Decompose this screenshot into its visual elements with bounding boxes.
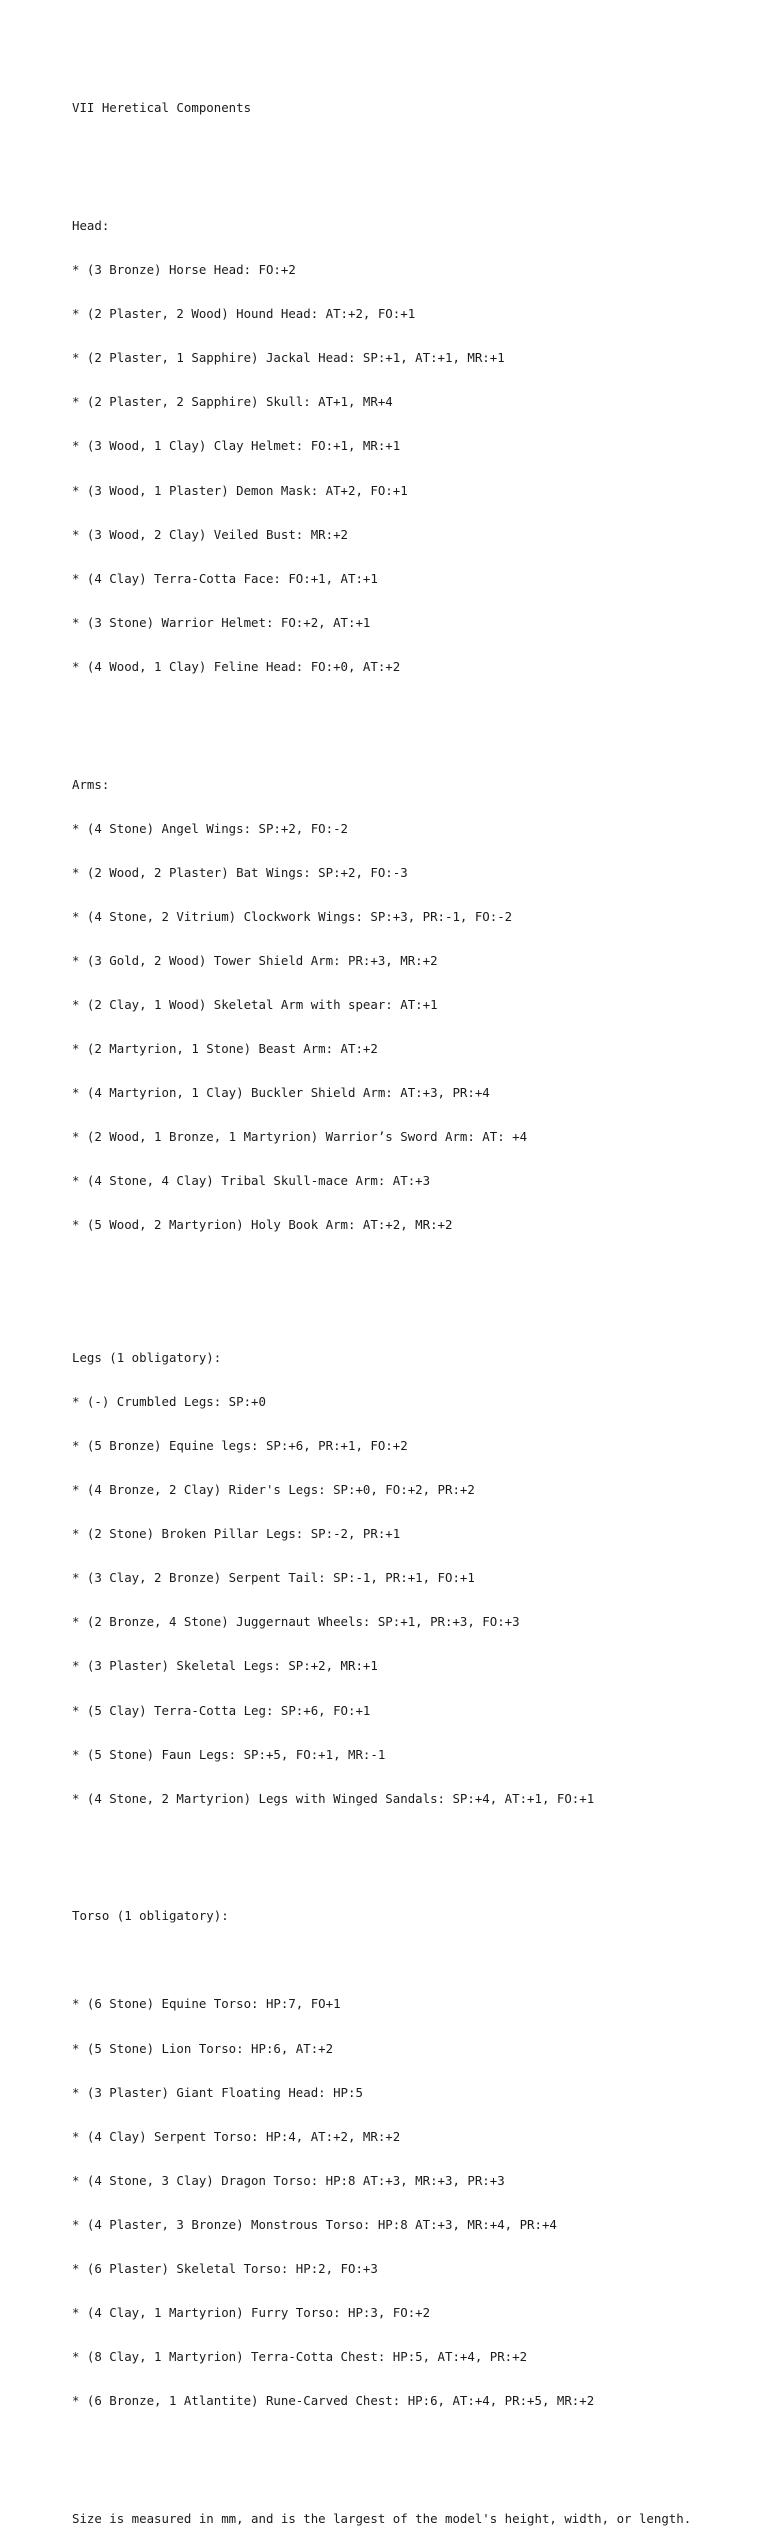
document-page [72,72,748,2541]
spacer [72,1953,748,1968]
list-item-torso: * (8 Clay, 1 Martyrion) Terra-Cotta Chest: HP:5, AT:+4, PR:+2 [72,2349,528,2365]
section-heading-torso: Torso (1 obligatory): [72,1908,229,1924]
list-item-torso: * (6 Bronze, 1 Atlantite) Rune-Carved Chest: HP:6, AT:+4, PR:+5, MR:+2 [72,2393,595,2409]
list-item-torso: * (3 Plaster) Giant Floating Head: HP:5 [72,2084,363,2100]
list-item-arms: * (2 Wood, 2 Plaster) Bat Wings: SP:+2, FO:-3 [72,864,408,880]
list-item-legs: * (4 Stone, 2 Martyrion) Legs with Winged Sandals: SP:+4, AT:+1, FO:+1 [72,1790,595,1806]
list-item-head: * (3 Wood, 1 Plaster) Demon Mask: AT+2, FO:+1 [72,482,408,498]
list-item-legs: * (3 Plaster) Skeletal Legs: SP:+2, MR:+1 [72,1658,378,1674]
spacer [72,704,748,719]
section-heading-legs: Legs (1 obligatory): [72,1349,222,1365]
list-item-arms: * (2 Clay, 1 Wood) Skeletal Arm with spear: AT:+1 [72,997,438,1012]
list-item-legs: * (3 Clay, 2 Bronze) Serpent Tail: SP:-1, PR:+1, FO:+1 [72,1570,475,1586]
list-item-legs: * (2 Stone) Broken Pillar Legs: SP:-2, PR:+1 [72,1526,401,1542]
list-item-arms: * (3 Gold, 2 Wood) Tower Shield Arm: PR:+3, MR:+2 [72,952,438,968]
list-item-torso: * (6 Stone) Equine Torso: HP:7, FO+1 [72,1996,341,2012]
list-item-torso: * (4 Plaster, 3 Bronze) Monstrous Torso: HP:8 AT:+3, MR:+4, PR:+4 [72,2216,557,2232]
list-item-arms: * (4 Stone, 4 Clay) Tribal Skull-mace Arm: AT:+3 [72,1173,431,1189]
list-item-legs: * (-) Crumbled Legs: SP:+0 [72,1393,266,1409]
list-item-head: * (3 Bronze) Horse Head: FO:+2 [72,262,296,278]
footnote: Size is measured in mm, and is the largest of the model's height, width, or length. [72,2510,692,2526]
list-item-torso: * (4 Clay, 1 Martyrion) Furry Torso: HP:3, FO:+2 [72,2305,431,2321]
list-item-head: * (2 Plaster, 2 Wood) Hound Head: AT:+2, FO:+1 [72,306,416,322]
list-item-head: * (4 Clay) Terra-Cotta Face: FO:+1, AT:+1 [72,570,378,586]
list-item-legs: * (2 Bronze, 4 Stone) Juggernaut Wheels: SP:+1, PR:+3, FO:+3 [72,1614,520,1630]
spacer [72,2438,748,2467]
list-item-legs: * (5 Bronze) Equine legs: SP:+6, PR:+1, FO:+2 [72,1437,408,1453]
document-title: VII Heretical Components [72,100,252,116]
list-item-head: * (2 Plaster, 2 Sapphire) Skull: AT+1, MR+4 [72,394,393,410]
section-heading-head: Head: [72,218,110,233]
list-item-arms: * (4 Martyrion, 1 Clay) Buckler Shield Arm: AT:+3, PR:+4 [72,1085,490,1101]
spacer [72,1263,748,1292]
list-item-head: * (3 Wood, 2 Clay) Veiled Bust: MR:+2 [72,526,349,542]
list-item-arms: * (4 Stone, 2 Vitrium) Clockwork Wings: SP:+3, PR:-1, FO:-2 [72,908,513,924]
list-item-head: * (2 Plaster, 1 Sapphire) Jackal Head: SP:+1, AT:+1, MR:+1 [72,350,505,366]
list-item-torso: * (5 Stone) Lion Torso: HP:6, AT:+2 [72,2040,334,2056]
list-item-legs: * (5 Stone) Faun Legs: SP:+5, FO:+1, MR:-1 [72,1746,386,1762]
list-item-head: * (3 Stone) Warrior Helmet: FO:+2, AT:+1 [72,614,371,630]
section-heading-arms: Arms: [72,776,110,792]
spacer [72,1836,748,1851]
list-item-arms: * (4 Stone) Angel Wings: SP:+2, FO:-2 [72,820,349,836]
list-item-head: * (4 Wood, 1 Clay) Feline Head: FO:+0, AT:+2 [72,658,401,674]
list-item-torso: * (4 Stone, 3 Clay) Dragon Torso: HP:8 AT:+3, MR:+3, PR:+3 [72,2172,505,2188]
spacer [72,146,748,161]
list-item-arms: * (5 Wood, 2 Martyrion) Holy Book Arm: AT:+2, MR:+2 [72,1217,453,1233]
list-item-legs: * (4 Bronze, 2 Clay) Rider's Legs: SP:+0, FO:+2, PR:+2 [72,1482,475,1498]
list-item-arms: * (2 Wood, 1 Bronze, 1 Martyrion) Warrior’s Sword Arm: AT: +4 [72,1129,528,1145]
list-item-legs: * (5 Clay) Terra-Cotta Leg: SP:+6, FO:+1 [72,1702,371,1718]
list-item-arms: * (2 Martyrion, 1 Stone) Beast Arm: AT:+2 [72,1041,378,1057]
list-item-torso: * (6 Plaster) Skeletal Torso: HP:2, FO:+3 [72,2261,378,2277]
list-item-head: * (3 Wood, 1 Clay) Clay Helmet: FO:+1, MR:+1 [72,438,401,454]
list-item-torso: * (4 Clay) Serpent Torso: HP:4, AT:+2, MR:+2 [72,2128,401,2144]
